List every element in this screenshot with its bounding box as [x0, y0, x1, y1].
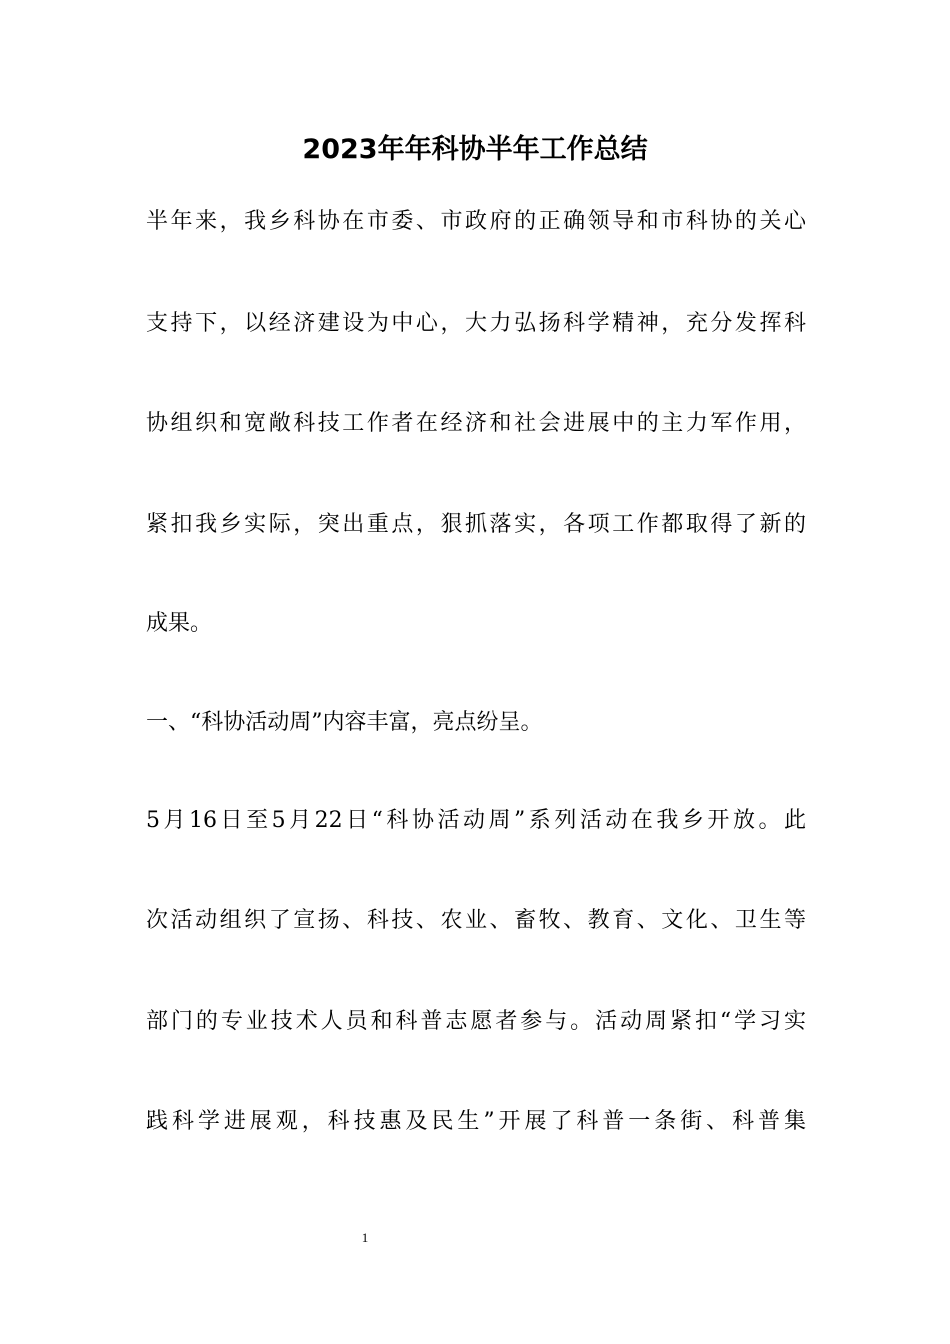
paragraph-line: 5月16日至5月22日“科协活动周”系列活动在我乡开放。此	[146, 808, 806, 833]
paragraph-line: 半年来，我乡科协在市委、市政府的正确领导和市科协的关心	[146, 209, 806, 234]
paragraph-line: 协组织和宽敞科技工作者在经济和社会进展中的主力军作用，	[146, 411, 806, 436]
paragraph-line: 部门的专业技术人员和科普志愿者参与。活动周紧扣“学习实	[146, 1009, 806, 1034]
paragraph-line: 成果。	[146, 611, 213, 636]
document-title: 2023年年科协半年工作总结	[302, 134, 648, 165]
paragraph-line: 紧扣我乡实际，突出重点，狠抓落实，各项工作都取得了新的	[146, 512, 806, 537]
paragraph-line: 支持下，以经济建设为中心，大力弘扬科学精神，充分发挥科	[146, 311, 806, 336]
page-number: 1	[361, 1230, 369, 1245]
paragraph-line: 践科学进展观，科技惠及民生”开展了科普一条街、科普集	[146, 1109, 806, 1134]
paragraph-line: 次活动组织了宣扬、科技、农业、畜牧、教育、文化、卫生等	[146, 908, 806, 933]
section-heading: 一、“科协活动周”内容丰富，亮点纷呈。	[146, 710, 543, 735]
